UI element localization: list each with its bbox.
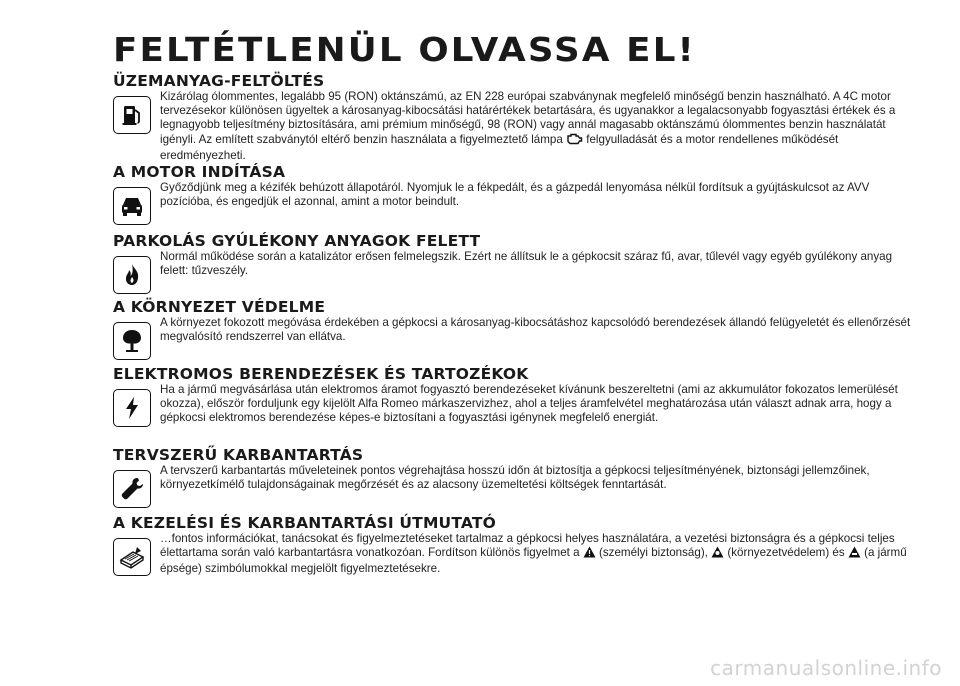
section-text-maintenance: A tervszerű karbantartás műveleteinek pontos végrehajtása hosszú időn át biztosítja a gépkocsi teljesítményének, biztonsági jellemzőinek, környezetkímélő tulajdonságainak megőrzését és az alacsony üzemeltetési költségek fenntartását.: [160, 464, 870, 492]
tree-icon: [113, 322, 151, 360]
section-heading-fuel: ÜZEMANYAG-FELTÖLTÉS: [113, 72, 325, 90]
environment-triangle-icon: [711, 546, 724, 562]
section-heading-parking: PARKOLÁS GYÚLÉKONY ANYAGOK FELETT: [113, 232, 481, 250]
section-text-manual-part-4: (a jármű épsége) szimbólumokkal megjelölt figyelmeztetésekre.: [160, 546, 907, 576]
engine-warning-icon: [566, 133, 583, 149]
section-text-manual-part-1: …fontos információkat, tanácsokat és figyelmeztetéseket tartalmaz a gépkocsi helyes használatára, a vezetési biztonságra és a gépkocsi teljes élettartama során való karbantartásra vonatkozóan. Fordítson különös figyelmet a: [160, 532, 895, 560]
section-heading-maintenance: TERVSZERŰ KARBANTARTÁS: [113, 446, 364, 464]
section-text-electrical: Ha a jármű megvásárlása után elektromos áramot fogyasztó berendezéseket kívánunk beszereltetni (ami az akkumulátor fokozatos lemerülését okozza), először forduljunk egy kijelölt Alfa Romeo márkaszervizhez, ahol a teljes áramfelvétel meghatározása után választ adnak arra, hogy a gépkocsi elektromos berendezése képes-e biztosítani a fogyasztási igénynek megfelelő energiát.: [160, 383, 898, 425]
section-heading-manual: A KEZELÉSI ÉS KARBANTARTÁSI ÚTMUTATÓ: [113, 514, 497, 532]
section-fuel: [113, 72, 913, 163]
section-heading-electrical: ELEKTROMOS BERENDEZÉSEK ÉS TARTOZÉKOK: [113, 365, 529, 383]
section-maintenance: [113, 446, 913, 508]
fire-icon: [113, 256, 151, 294]
section-heading-environment: A KÖRNYEZET VÉDELME: [113, 298, 326, 316]
section-text-manual-part-2: (személyi biztonság),: [599, 546, 708, 560]
car-front-icon: [113, 187, 151, 225]
section-text-fuel-part-1: Kizárólag ólommentes, legalább 95 (RON) oktánszámú, az EN 228 európai szabványnak megfelelő minőségű benzin használható. A 4C motor tervezésekor különösen ügyeltek a károsanyag-kibocsátási határértékek betartására, és ugyanakkor a legalacsonyabb fogyasztási értékek és a legnagyobb teljesítmény biztosítására, ami prémium minőségű, 98 (RON) vagy annál magasabb oktánszámú ólommentes benzin használatát igényli. Az említett szabványtól eltérő benzin használata a figyelmeztető lámpa: [160, 90, 896, 146]
section-heading-engine-start: A MOTOR INDÍTÁSA: [113, 163, 286, 181]
section-text-environment: A környezet fokozott megóvása érdekében a gépkocsi a károsanyag-kibocsátáshoz kapcsolódó berendezések állandó felügyeletét és ellenőrzését megvalósító rendszerrel van ellátva.: [160, 316, 911, 344]
section-manual: [113, 514, 913, 577]
page-title: FELTÉTLENÜL OLVASSA EL!: [113, 30, 696, 69]
section-parking: [113, 232, 913, 294]
watermark: carmanualsonline.info: [710, 656, 942, 680]
section-text-manual-part-3: (környezetvédelem) és: [727, 546, 845, 560]
warning-triangle-icon: [583, 546, 596, 562]
section-engine-start: [113, 163, 913, 225]
vehicle-triangle-icon: [848, 546, 861, 562]
section-text-fuel-part-2: felgyulladását és a motor rendellenes működését eredményezheti.: [160, 132, 839, 162]
section-environment: [113, 298, 913, 360]
fuel-pump-icon: [113, 96, 151, 134]
wrench-icon: [113, 470, 151, 508]
section-text-engine-start: Győződjünk meg a kézifék behúzott állapotáról. Nyomjuk le a fékpedált, és a gázpedál lenyomása nélkül fordítsuk a gyújtáskulcsot az AVV pozícióba, és engedjük el azonnal, amint a motor beindult.: [160, 181, 870, 209]
section-text-fuel: [160, 90, 913, 163]
manual-book-icon: [113, 538, 151, 576]
lightning-icon: [113, 389, 151, 427]
section-text-parking: Normál működése során a katalizátor erősen felmelegszik. Ezért ne állítsuk le a gépkocsit száraz fű, avar, tűlevél vagy egyéb gyúlékony anyag felett: tűzveszély.: [160, 250, 893, 278]
section-text-manual: [160, 532, 913, 577]
section-electrical: [113, 365, 913, 427]
